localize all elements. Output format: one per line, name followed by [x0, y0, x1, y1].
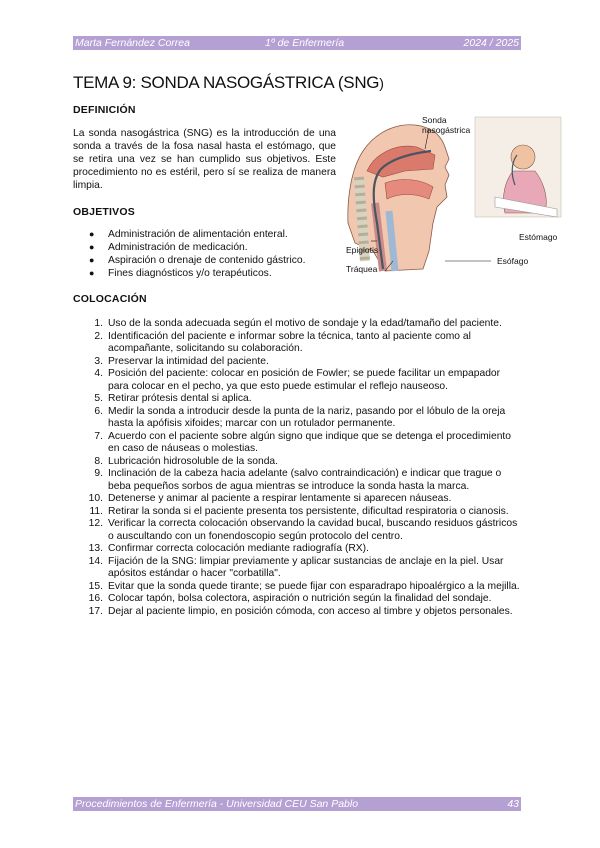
- step-text: Medir la sonda a introducir desde la punta de la nariz, pasando por el lóbulo de la oreja hasta la apófisis xifoides; marcar con un rotulador permanente.: [108, 405, 506, 429]
- step-text: Lubricación hidrosoluble de la sonda.: [108, 455, 279, 467]
- label-esofago: Esófago: [497, 256, 529, 266]
- list-item: 7. Acuerdo con el paciente sobre algún signo que indique que se detenga el procedimiento en caso de náuseas o molestias.: [94, 430, 512, 454]
- footer-text: Procedimientos de Enfermería - Universidad CEU San Pablo: [75, 798, 359, 810]
- list-item: 13. Confirmar correcta colocación mediante radiografía (RX).: [88, 543, 369, 554]
- step-text: Fijación de la SNG: limpiar previamente y aplicar sustancias de anclaje en la piel. Usar apósitos estándar o hacer "corbatilla".: [108, 555, 504, 579]
- bullet-icon: ●: [89, 242, 95, 252]
- bullet-icon: ●: [89, 268, 95, 278]
- list-item: 2. Identificación del paciente e informar sobre la técnica, tanto al paciente como al acompañante, solicitando su colaboración.: [94, 330, 471, 354]
- placement-steps: [73, 318, 523, 618]
- step-text: Dejar al paciente limpio, en posición cómoda, con acceso al timbre y objetos personales.: [108, 605, 513, 617]
- step-text: Preservar la intimidad del paciente.: [108, 355, 269, 367]
- label-traquea: Tráquea: [346, 264, 378, 274]
- step-text: Uso de la sonda adecuada según el motivo de sondaje y la edad/tamaño del paciente.: [108, 318, 502, 329]
- list-item: 6. Medir la sonda a introducir desde la punta de la nariz, pasando por el lóbulo de la oreja hasta la apófisis xifoides; marcar con un rotulador permanente.: [94, 405, 506, 429]
- definition-heading: DEFINICIÓN: [73, 104, 136, 116]
- objective-text: Aspiración o drenaje de contenido gástrico.: [108, 255, 306, 266]
- definition-text: La sonda nasogástrica (SNG) es la introducción de una sonda a través de la fosa nasal hasta el estómago, que se retira una vez se han cumplido sus objetivos. Este procedimiento no es estéril, pero sí se realiza de manera limpia.: [73, 128, 336, 191]
- header-year: 2024 / 2025: [463, 37, 519, 49]
- page-footer: [73, 797, 521, 811]
- list-item: 12. Verificar la correcta colocación observando la cavidad bucal, buscando residuos gástricos o auscultando con un fonendoscopio según protocolo del centro.: [88, 518, 518, 542]
- step-text: Evitar que la sonda quede tirante; se puede fijar con esparadrapo hipoalérgico a la mejilla.: [108, 580, 520, 592]
- placement-heading: COLOCACIÓN: [73, 293, 147, 305]
- label-sonda: Sonda: [422, 115, 447, 125]
- page-title: [73, 73, 384, 93]
- step-text: Confirmar correcta colocación mediante radiografía (RX).: [108, 543, 369, 554]
- step-text: Colocar tapón, bolsa colectora, aspiración o nutrición según la finalidad del sondaje.: [108, 593, 492, 604]
- step-text: Retirar la sonda si el paciente presenta tos persistente, dificultad respiratoria o cianosis.: [108, 505, 509, 517]
- list-item: 17. Dejar al paciente limpio, en posición cómoda, con acceso al timbre y objetos personales.: [88, 605, 513, 617]
- list-item: 16. Colocar tapón, bolsa colectora, aspiración o nutrición según la finalidad del sondaje.: [88, 593, 492, 604]
- step-text: Detenerse y animar al paciente a respirar lentamente si aparecen náuseas.: [108, 493, 452, 504]
- list-item: 11. Retirar la sonda si el paciente presenta tos persistente, dificultad respiratoria o cianosis.: [89, 505, 509, 517]
- bullet-icon: ●: [89, 255, 95, 265]
- label-epiglotis: Epiglotis: [346, 245, 379, 255]
- list-item: [73, 267, 305, 280]
- step-text: Inclinación de la cabeza hacia adelante (salvo contraindicación) e indicar que trague o beba pequeños sorbos de agua mientras se introduce la sonda hasta la marca.: [108, 468, 502, 492]
- page-title-main: TEMA 9: SONDA NASOGÁSTRICA (SNG: [73, 73, 380, 92]
- objectives-list: [73, 228, 305, 280]
- bullet-icon: ●: [89, 229, 95, 239]
- header-course: 1º de Enfermería: [265, 37, 345, 49]
- page-title-suffix: ): [379, 75, 384, 91]
- list-item: 8. Lubricación hidrosoluble de la sonda.: [94, 455, 279, 467]
- objective-text: Administración de alimentación enteral.: [108, 229, 288, 240]
- step-text: Identificación del paciente e informar sobre la técnica, tanto al paciente como al acompañante, solicitando su colaboración.: [108, 330, 471, 354]
- list-item: 14. Fijación de la SNG: limpiar previamente y aplicar sustancias de anclaje en la piel. Usar apósitos estándar o hacer "corbatilla".: [88, 555, 504, 579]
- page-header: [73, 36, 521, 50]
- list-item: [73, 241, 305, 254]
- patient-head-shape: [511, 145, 535, 169]
- list-item: 3. Preservar la intimidad del paciente.: [94, 355, 269, 367]
- objective-text: Fines diagnósticos y/o terapéuticos.: [108, 268, 272, 279]
- objectives-heading: OBJETIVOS: [73, 206, 135, 218]
- objective-text: Administración de medicación.: [108, 242, 248, 253]
- step-text: Verificar la correcta colocación observando la cavidad bucal, buscando residuos gástricos o auscultando con un fonendoscopio según protocolo del centro.: [108, 518, 518, 542]
- list-item: 1. Uso de la sonda adecuada según el motivo de sondaje y la edad/tamaño del paciente.: [94, 318, 502, 329]
- label-estomago: Estómago: [519, 232, 558, 242]
- list-item: [73, 228, 305, 241]
- nasogastric-tube-illustration: [345, 111, 563, 283]
- list-item: 9. Inclinación de la cabeza hacia adelante (salvo contraindicación) e indicar que trague o beba pequeños sorbos de agua mientras se introduce la sonda hasta la marca.: [94, 468, 502, 492]
- label-nasogastrica: nasogástrica: [422, 125, 471, 135]
- list-item: 10. Detenerse y animar al paciente a respirar lentamente si aparecen náuseas.: [88, 493, 452, 504]
- list-item: [73, 254, 305, 267]
- list-item: 4. Posición del paciente: colocar en posición de Fowler; se puede facilitar un empapador para colocar en el pecho, ya que esto puede estimular el reflejo nauseoso.: [94, 368, 501, 392]
- page-number: 43: [507, 798, 519, 810]
- list-item: 15. Evitar que la sonda quede tirante; se puede fijar con esparadrapo hipoalérgico a la mejilla.: [88, 580, 520, 592]
- step-text: Retirar prótesis dental si aplica.: [108, 393, 252, 404]
- list-item: 5. Retirar prótesis dental si aplica.: [94, 393, 252, 404]
- step-text: Posición del paciente: colocar en posición de Fowler; se puede facilitar un empapador para colocar en el pecho, ya que esto puede estimular el reflejo nauseoso.: [108, 368, 501, 392]
- header-author: Marta Fernández Correa: [75, 37, 190, 49]
- step-text: Acuerdo con el paciente sobre algún signo que indique que se detenga el procedimiento en caso de náuseas o molestias.: [108, 430, 512, 454]
